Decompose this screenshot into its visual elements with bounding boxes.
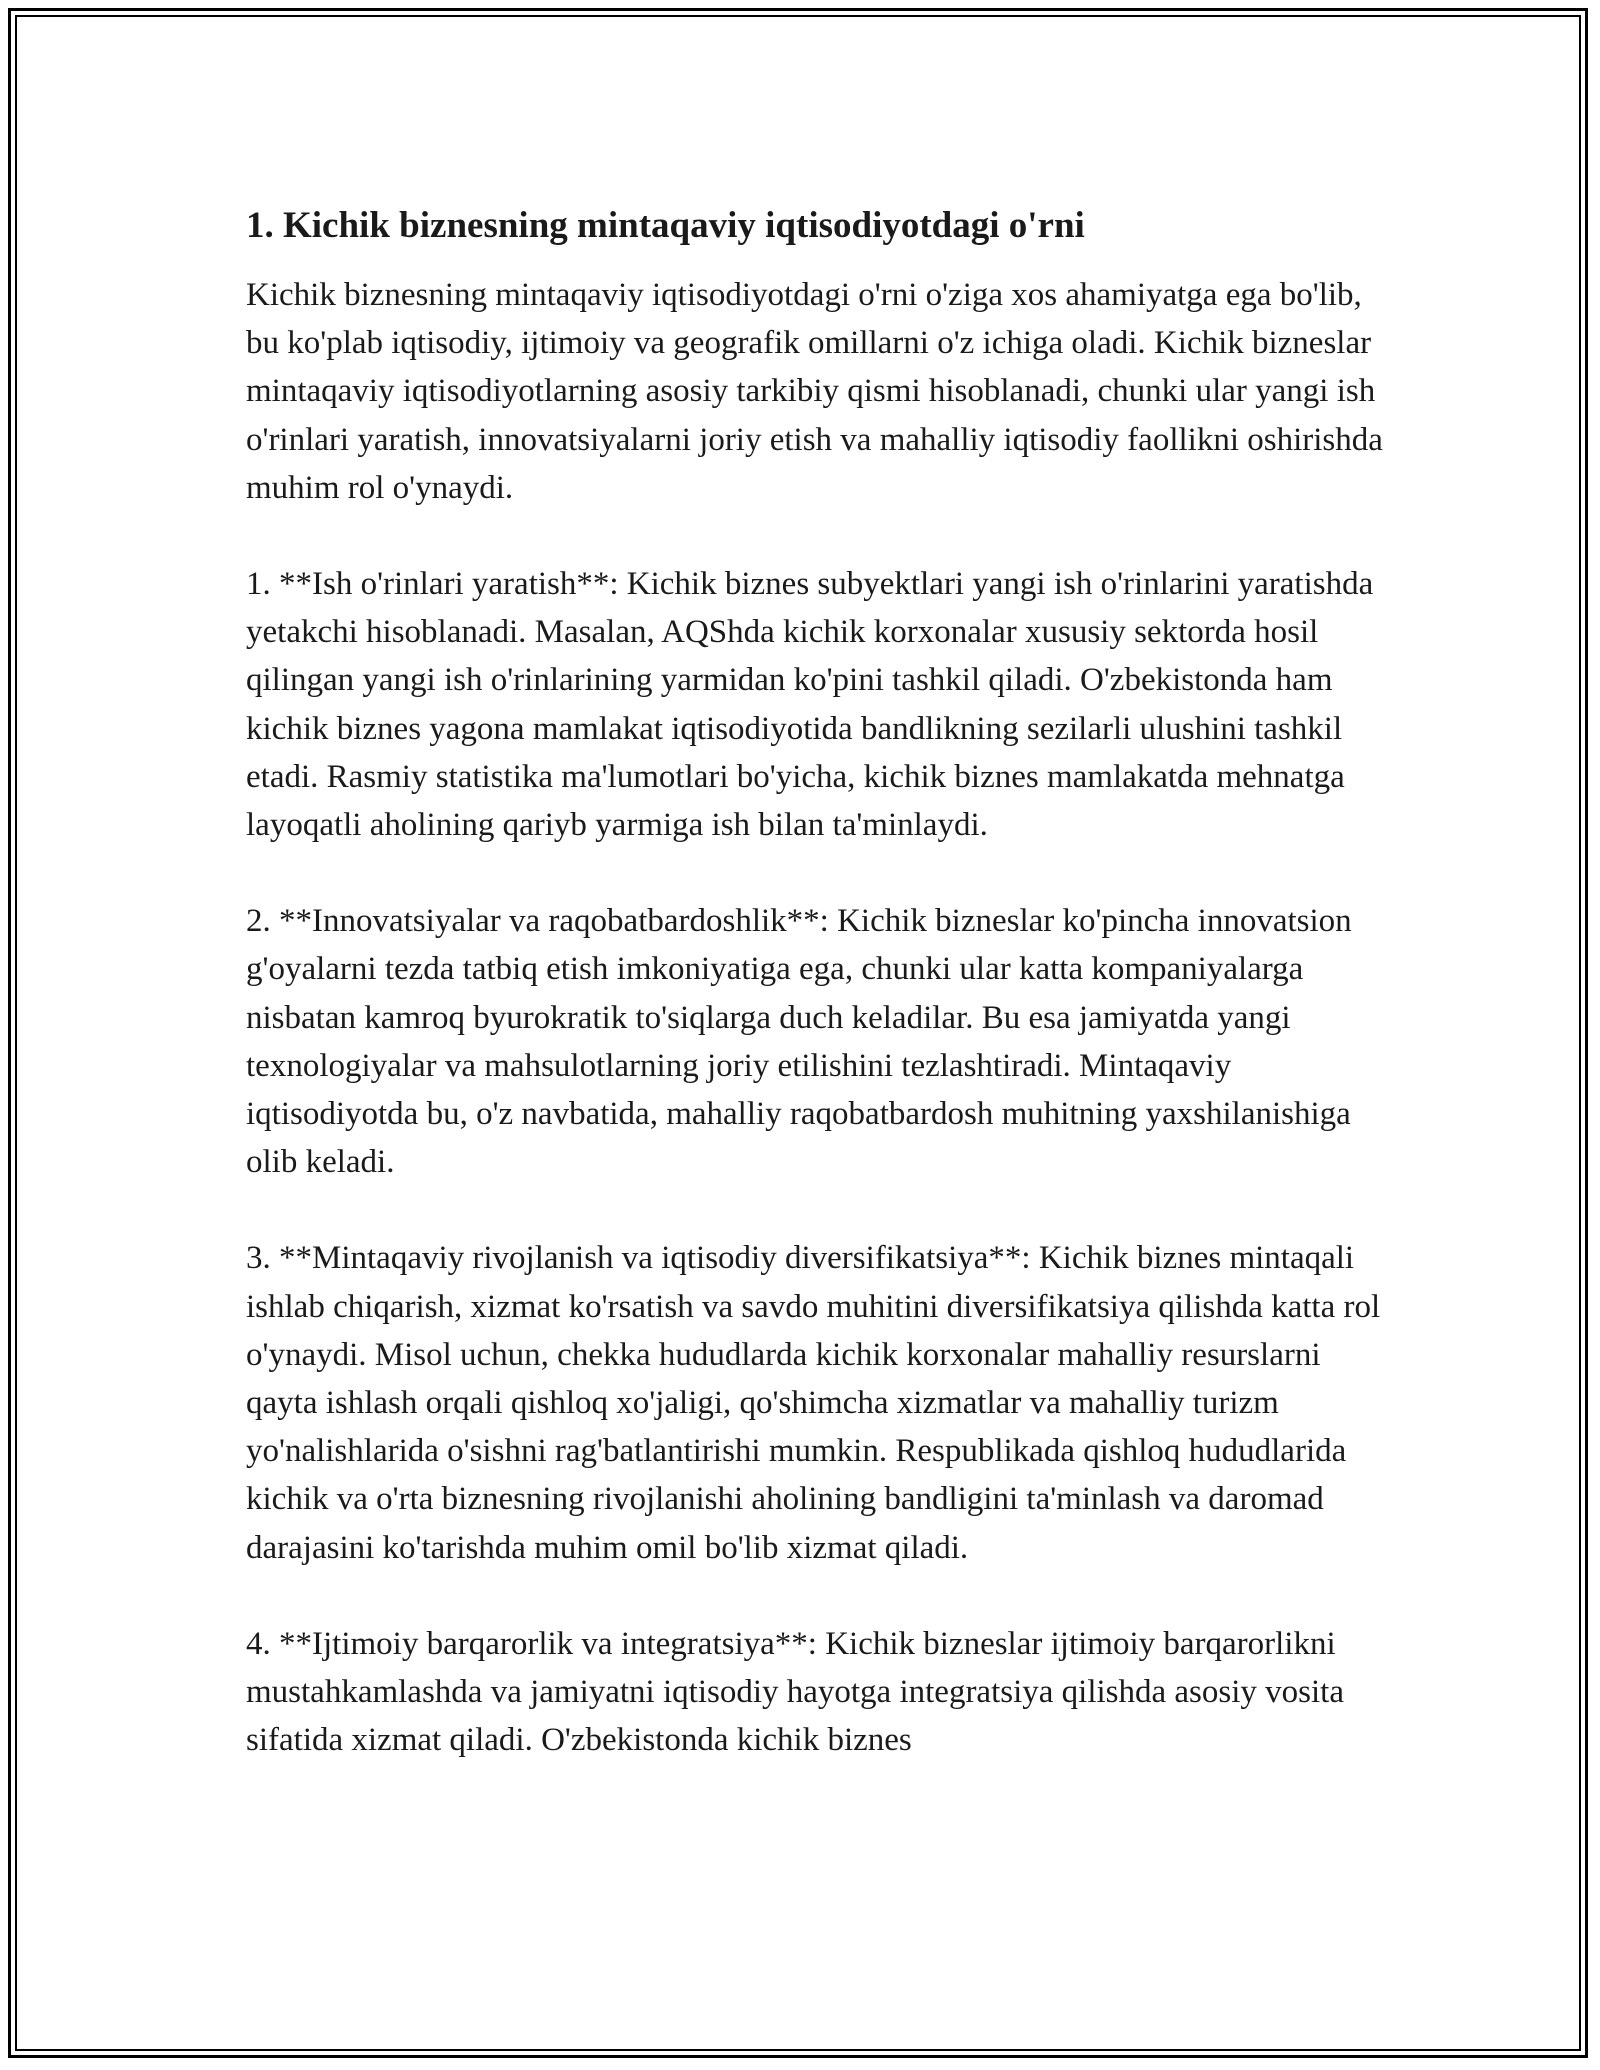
section-heading: 1. Kichik biznesning mintaqaviy iqtisodiyotdagi o'rni [246,205,1085,246]
paragraph-item-3: 3. **Mintaqaviy rivojlanish va iqtisodiy diversifikatsiya**: Kichik biznes mintaqali ishlab chiqarish, xizmat ko'rsatish va savdo muhitini diversifikatsiya qilishda katta rol o'ynaydi. Misol uchun, chekka hududlarda kichik korxonalar mahalliy resurslarni qayta ishlash orqali qishloq xo'jaligi, qo'shimcha xizmatlar va mahalliy turizm yo'nalishlarida o'sishni rag'batlantirishi mumkin. Respublikada qishloq hududlarida kichik va o'rta biznesning rivojlanishi aholining bandligini ta'minlash va daromad darajasini ko'tarishda muhim omil bo'lib xizmat qiladi. [246,1240,1381,1566]
paragraph-item-2: 2. **Innovatsiyalar va raqobatbardoshlik**: Kichik bizneslar ko'pincha innovatsion g'oyalarni tezda tatbiq etish imkoniyatiga ega, chunki ular katta kompaniyalarga nisbatan kamroq byurokratik to'siqlarga duch keladilar. Bu esa jamiyatda yangi texnologiyalar va mahsulotlarning joriy etilishini tezlashtiradi. Mintaqaviy iqtisodiyotda bu, o'z navbatida, mahalliy raqobatbardosh muhitning yaxshilanishiga olib keladi. [246,903,1352,1181]
document-body [246,201,1386,1812]
paragraph-intro: Kichik biznesning mintaqaviy iqtisodiyotdagi o'rni o'ziga xos ahamiyatga ega bo'lib, bu ko'plab iqtisodiy, ijtimoiy va geografik omillarni o'z ichiga oladi. Kichik bizneslar mintaqaviy iqtisodiyotlarning asosiy tarkibiy qismi hisoblanadi, chunki ular yangi ish o'rinlari yaratish, innovatsiyalarni joriy etish va mahalliy iqtisodiy faollikni oshirishda muhim rol o'ynaydi. [246,277,1383,506]
page-border [8,8,1588,2058]
paragraph-item-4: 4. **Ijtimoiy barqarorlik va integratsiya**: Kichik bizneslar ijtimoiy barqarorlikni mustahkamlashda va jamiyatni iqtisodiy hayotga integratsiya qilishda asosiy vosita sifatida xizmat qiladi. O'zbekistonda kichik biznes [246,1625,1344,1759]
paragraph-item-1: 1. **Ish o'rinlari yaratish**: Kichik biznes subyektlari yangi ish o'rinlarini yaratishda yetakchi hisoblanadi. Masalan, AQShda kichik korxonalar xususiy sektorda hosil qilingan yangi ish o'rinlarining yarmidan ko'pini tashkil qiladi. O'zbekistonda ham kichik biznes yagona mamlakat iqtisodiyotida bandlikning sezilarli ulushini tashkil etadi. Rasmiy statistika ma'lumotlari bo'yicha, kichik biznes mamlakatda mehnatga layoqatli aholining qariyb yarmiga ish bilan ta'minlaydi. [246,566,1374,844]
